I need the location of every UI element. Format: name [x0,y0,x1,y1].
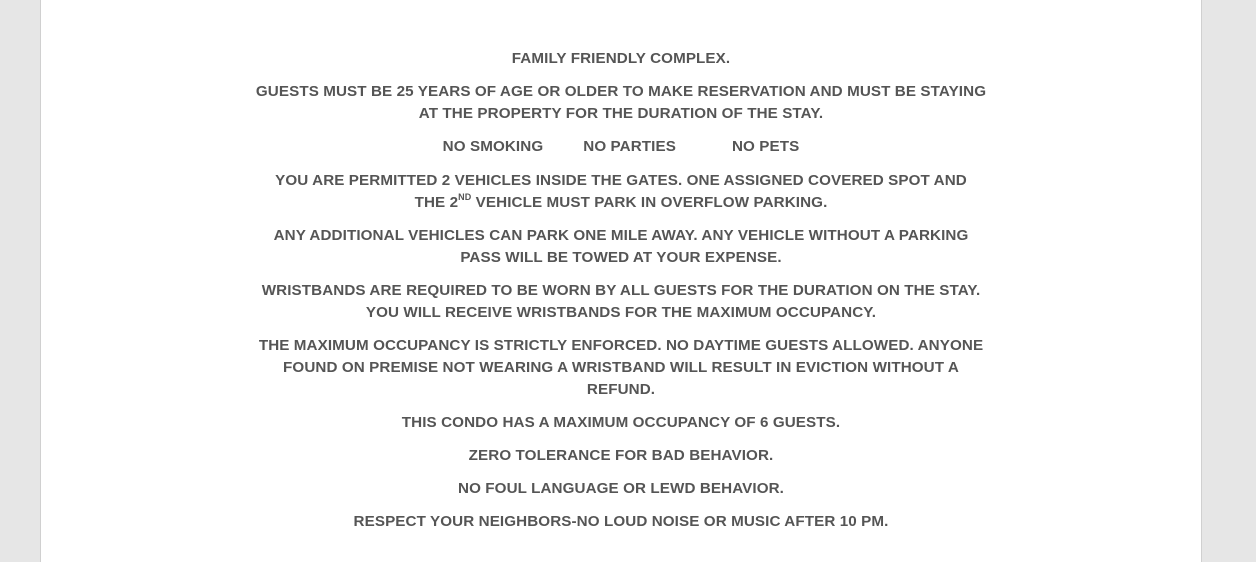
no-smoking-text: NO SMOKING [442,138,544,155]
zero-tolerance-line: ZERO TOLERANCE FOR BAD BEHAVIOR. [468,447,774,464]
additional-vehicles-paragraph: ANY ADDITIONAL VEHICLES CAN PARK ONE MILE AWAY. ANY VEHICLE WITHOUT A PARKING PASS WILL BE TOWED AT YOUR EXPENSE. [273,227,969,266]
occupancy-enforced-paragraph: THE MAXIMUM OCCUPANCY IS STRICTLY ENFORCED. NO DAYTIME GUESTS ALLOWED. ANYONE FOUND ON PREMISE NOT WEARING A WRISTBAND WILL RESULT IN EVICTION WITHOUT A REFUND. [258,337,984,398]
vehicles-paragraph [271,170,971,214]
no-parties-text: NO PARTIES [583,138,676,155]
age-rule-paragraph: GUESTS MUST BE 25 YEARS OF AGE OR OLDER TO MAKE RESERVATION AND MUST BE STAYING AT THE PROPERTY FOR THE DURATION OF THE STAY. [255,83,987,122]
document-body [41,48,1201,544]
respect-neighbors-line: RESPECT YOUR NEIGHBORS-NO LOUD NOISE OR MUSIC AFTER 10 PM. [353,513,889,530]
no-pets-text: NO PETS [731,138,800,155]
rules-row [41,136,1201,158]
wristbands-paragraph: WRISTBANDS ARE REQUIRED TO BE WORN BY ALL GUESTS FOR THE DURATION ON THE STAY. YOU WILL RECEIVE WRISTBANDS FOR THE MAXIMUM OCCUPANCY. [261,282,981,321]
vehicles-text-start: YOU ARE PERMITTED 2 VEHICLES INSIDE THE GATES. ONE ASSIGNED COVERED SPOT AND THE 2 [275,172,967,211]
vehicles-text-end: VEHICLE MUST PARK IN OVERFLOW PARKING. [471,194,828,211]
foul-language-line: NO FOUL LANGUAGE OR LEWD BEHAVIOR. [458,480,784,497]
max-occupancy-line: THIS CONDO HAS A MAXIMUM OCCUPANCY OF 6 GUESTS. [401,414,841,431]
vehicles-superscript: ND [458,191,472,202]
document-page[interactable] [40,0,1202,562]
title-line: FAMILY FRIENDLY COMPLEX. [511,50,731,67]
